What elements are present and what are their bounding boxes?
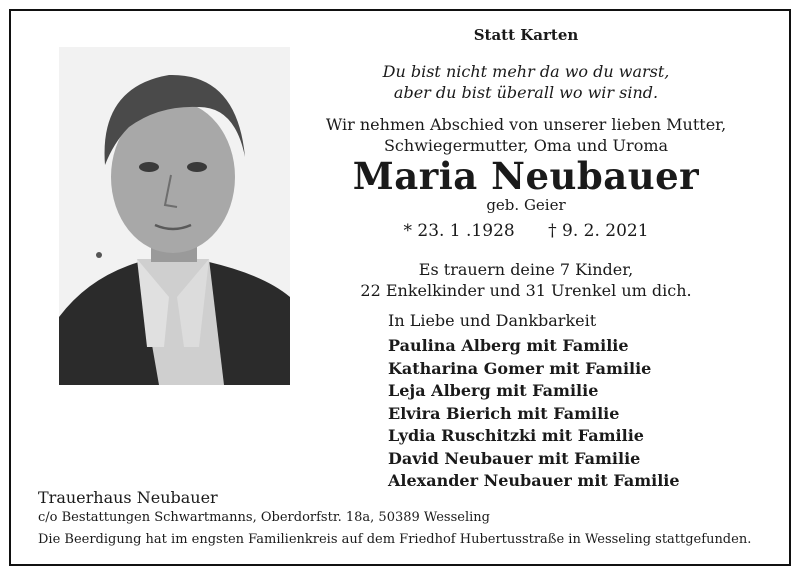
portrait-photo <box>59 47 290 385</box>
deceased-name: Maria Neubauer <box>352 154 700 198</box>
death-date: † 9. 2. 2021 <box>548 221 649 241</box>
intro-text <box>318 114 734 156</box>
mourners-list <box>388 335 680 493</box>
mourning-text <box>318 259 734 301</box>
list-item: David Neubauer mit Familie <box>388 448 641 468</box>
mourning-line: 22 Enkelkinder und 31 Urenkel um dich. <box>360 281 692 300</box>
list-item: Elvira Bierich mit Familie <box>388 403 620 423</box>
list-item: Lydia Ruschitzki mit Familie <box>388 426 644 445</box>
heading: Statt Karten <box>473 26 579 44</box>
list-item: Alexander Neubauer mit Familie <box>388 471 680 490</box>
list-item: Leja Alberg mit Familie <box>388 381 599 400</box>
birth-date: * 23. 1 .1928 <box>403 221 515 241</box>
mourning-line: Es trauern deine 7 Kinder, <box>418 260 634 279</box>
funeral-notice: Die Beerdigung hat im engsten Familienkreis auf dem Friedhof Hubertusstraße in Wesseling stattgefunden. <box>38 532 752 547</box>
intro-line: Schwiegermutter, Oma und Uroma <box>383 136 669 155</box>
list-item: Katharina Gomer mit Familie <box>388 358 652 378</box>
list-item: Paulina Alberg mit Familie <box>388 336 629 355</box>
funeral-address: c/o Bestattungen Schwartmanns, Oberdorfstr. 18a, 50389 Wesseling <box>38 510 490 525</box>
verse <box>318 61 734 103</box>
life-dates <box>318 221 734 241</box>
signoff: In Liebe und Dankbarkeit <box>388 311 597 330</box>
verse-line: Du bist nicht mehr da wo du warst, <box>382 62 670 81</box>
birth-name: geb. Geier <box>486 196 566 214</box>
funeral-home: Trauerhaus Neubauer <box>38 488 218 507</box>
verse-line: aber du bist überall wo wir sind. <box>393 83 659 102</box>
intro-line: Wir nehmen Abschied von unserer lieben Mutter, <box>325 115 727 134</box>
